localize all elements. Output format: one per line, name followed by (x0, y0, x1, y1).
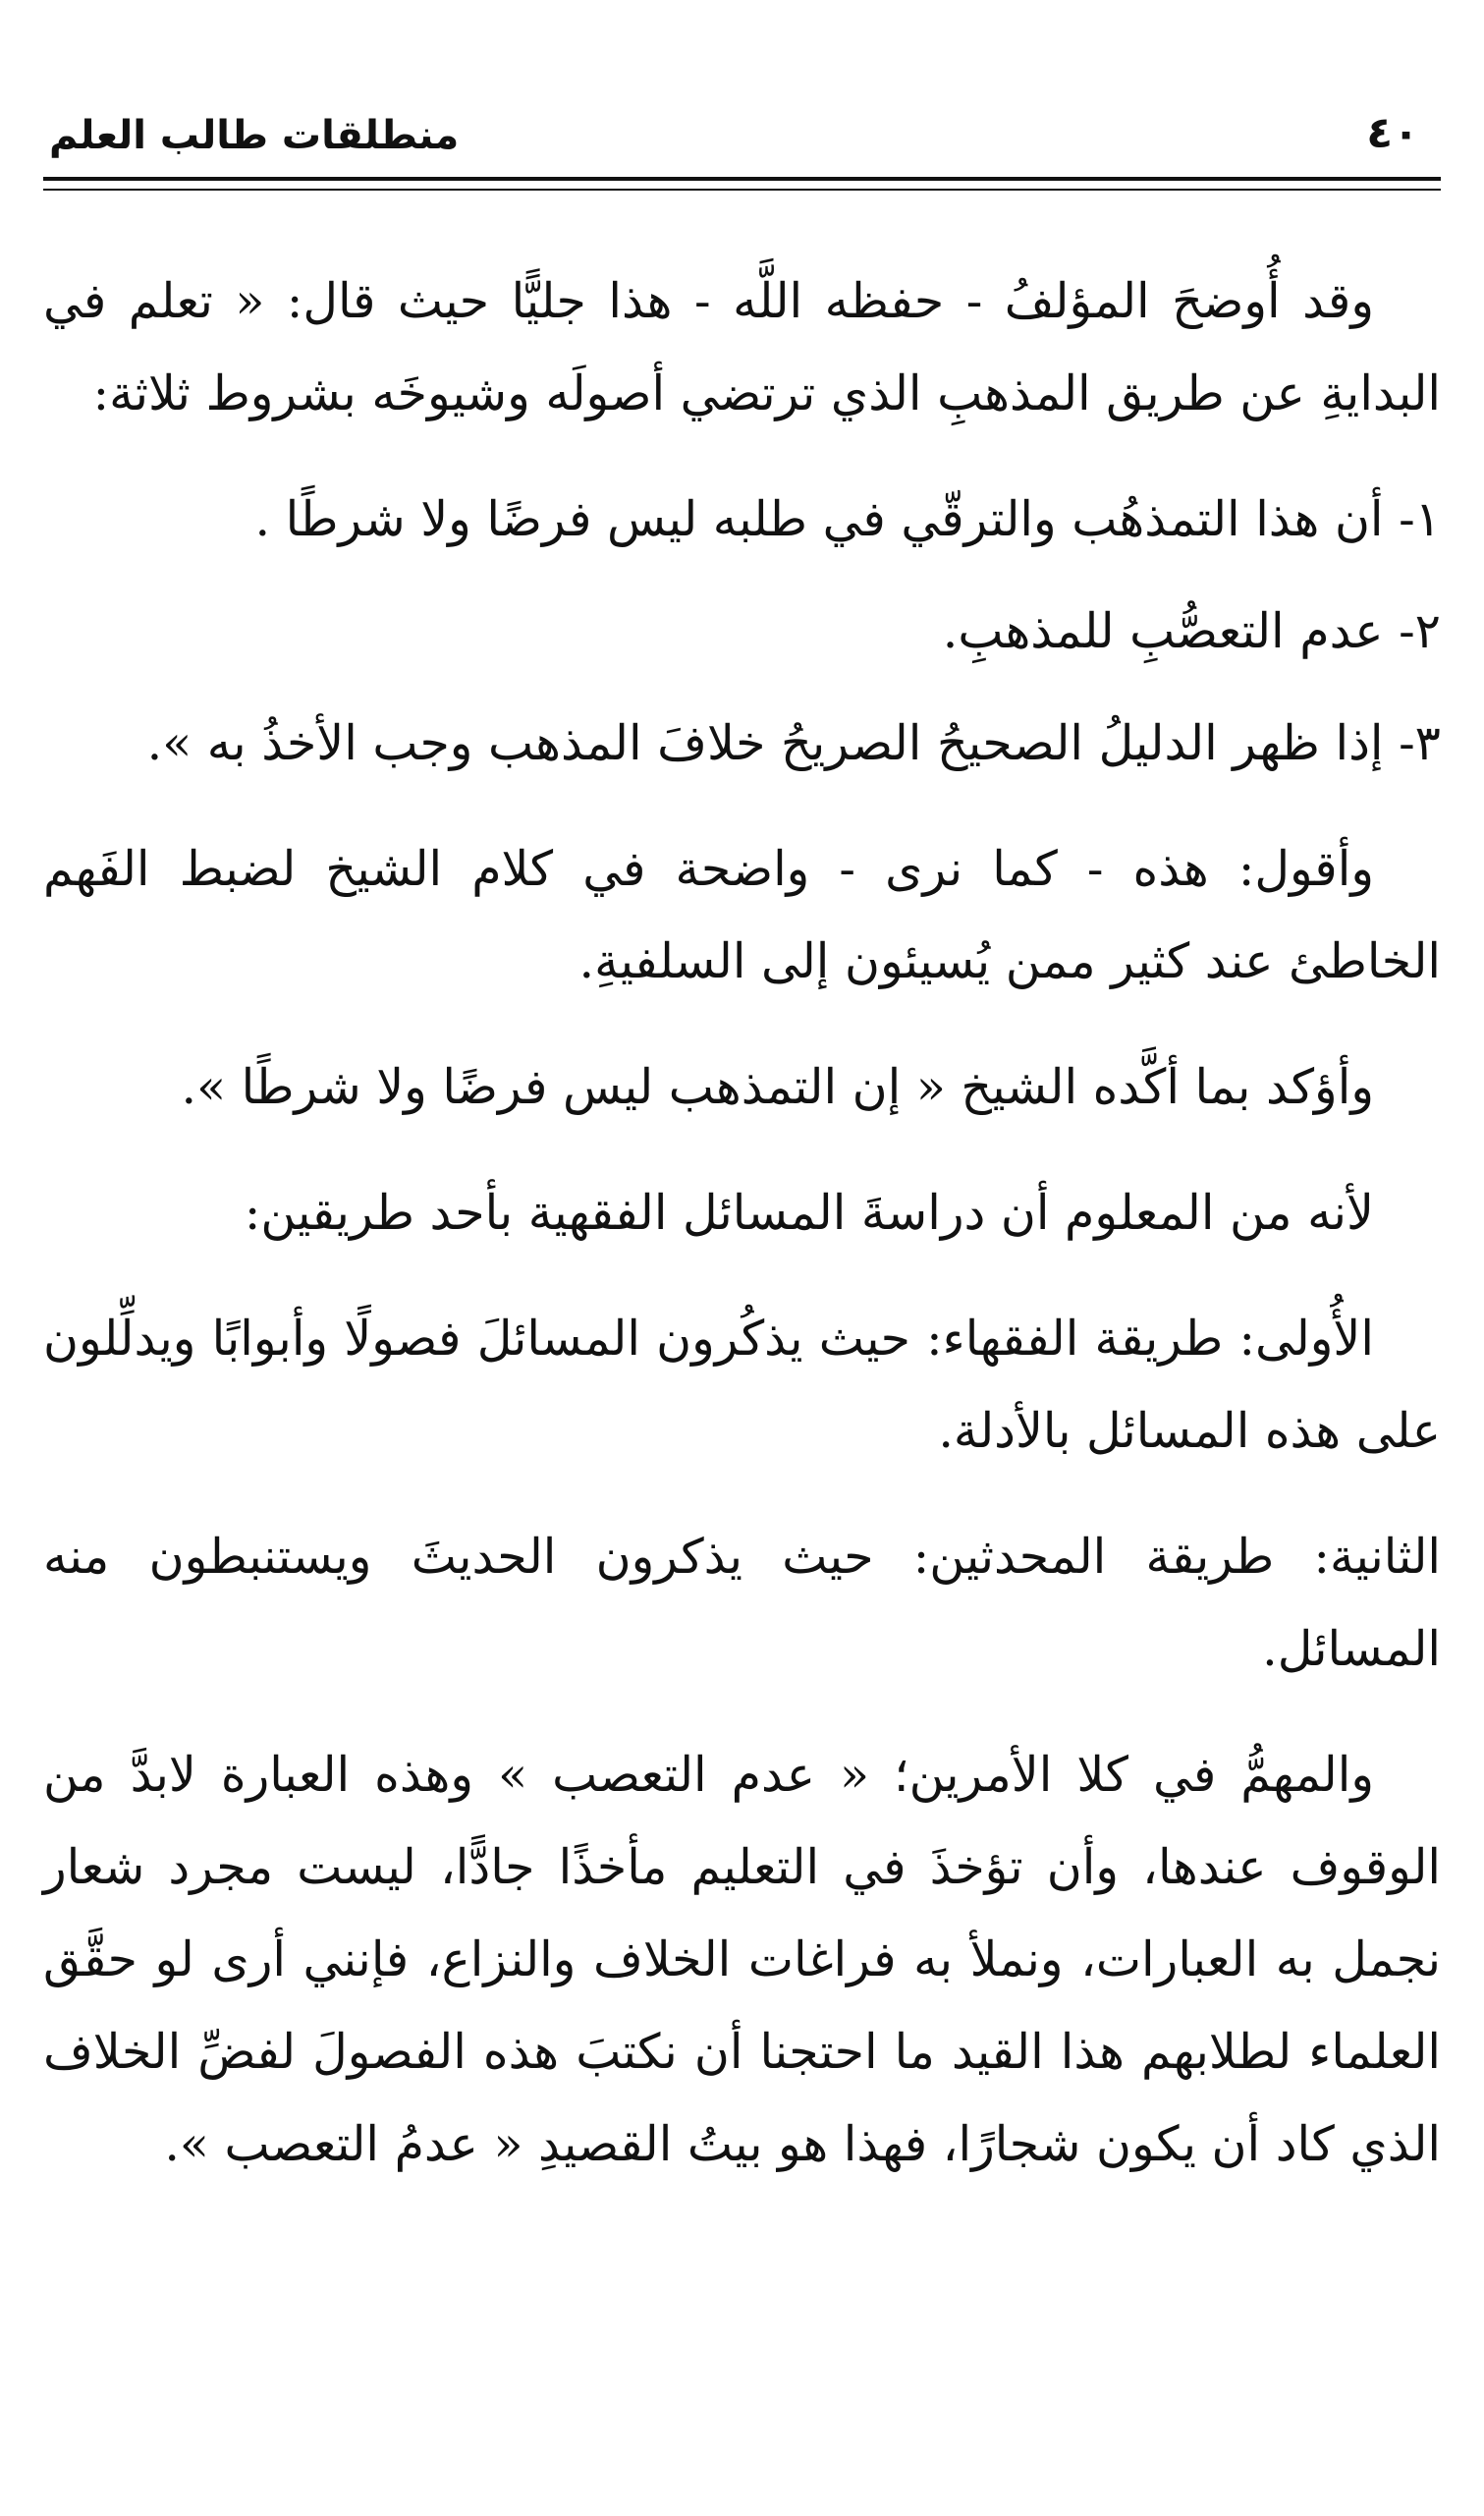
paragraph-method-second: الثانية: طريقة المحدثين: حيث يذكرون الحديثَ ويستنبطون منه المسائل. (43, 1529, 1441, 1677)
paragraph-method-first: الأُولى: طريقة الفقهاء: حيث يذكُرون المسائلَ فصولًا وأبوابًا ويدلِّلون على هذه المسائل بالأدلة. (43, 1311, 1441, 1459)
body-text (43, 255, 1441, 2191)
paragraph-intro-quote: وقد أُوضحَ المؤلفُ - حفظه اللَّه - هذا جليًّا حيث قال: « تعلم في البدايةِ عن طريق المذهبِ الذي ترتضي أصولَه وشيوخَه بشروط ثلاثة: (43, 273, 1441, 421)
page-number: ٤٠ (1366, 108, 1419, 158)
running-title: منطلقات طالب العلم (49, 113, 460, 158)
list-item-condition-3: ٣- إذا ظهر الدليلُ الصحيحُ الصريحُ خلافَ المذهب وجب الأخذُ به ». (146, 715, 1441, 771)
header-rule-thick (43, 177, 1441, 181)
paragraph-comment: وأقول: هذه - كما نرى - واضحة في كلام الشيخ لضبط الفَهم الخاطئ عند كثير ممن يُسيئون إلى السلفيةِ. (43, 841, 1441, 989)
paragraph-two-methods: لأنه من المعلوم أن دراسةَ المسائل الفقهية بأحد طريقين: (244, 1185, 1374, 1241)
header-rule-thin (43, 189, 1441, 191)
paragraph-emphasis: وأؤكد بما أكَّده الشيخ « إن التمذهب ليس فرضًا ولا شرطًا ». (181, 1059, 1374, 1115)
paragraph-conclusion: والمهمُّ في كلا الأمرين؛ « عدم التعصب » وهذه العبارة لابدَّ من الوقوف عندها، وأن تؤخذَ في التعليم مأخذًا جادًّا، ليست مجرد شعار نجمل به العبارات، ونملأ به فراغات الخلاف والنزاع، فإنني أرى لو حقَّق العلماء لطلابهم هذا القيد ما احتجنا أن نكتبَ هذه الفصولَ لفضِّ الخلاف الذي كاد أن يكون شجارًا، فهذا هو بيتُ القصيدِ « عدمُ التعصب ». (43, 1747, 1441, 2172)
running-header (43, 86, 1441, 158)
list-item-condition-2: ٢- عدم التعصُّبِ للمذهبِ. (942, 603, 1441, 659)
list-item-condition-1: ١- أن هذا التمذهُب والترقّي في طلبه ليس فرضًا ولا شرطًا . (254, 491, 1441, 547)
